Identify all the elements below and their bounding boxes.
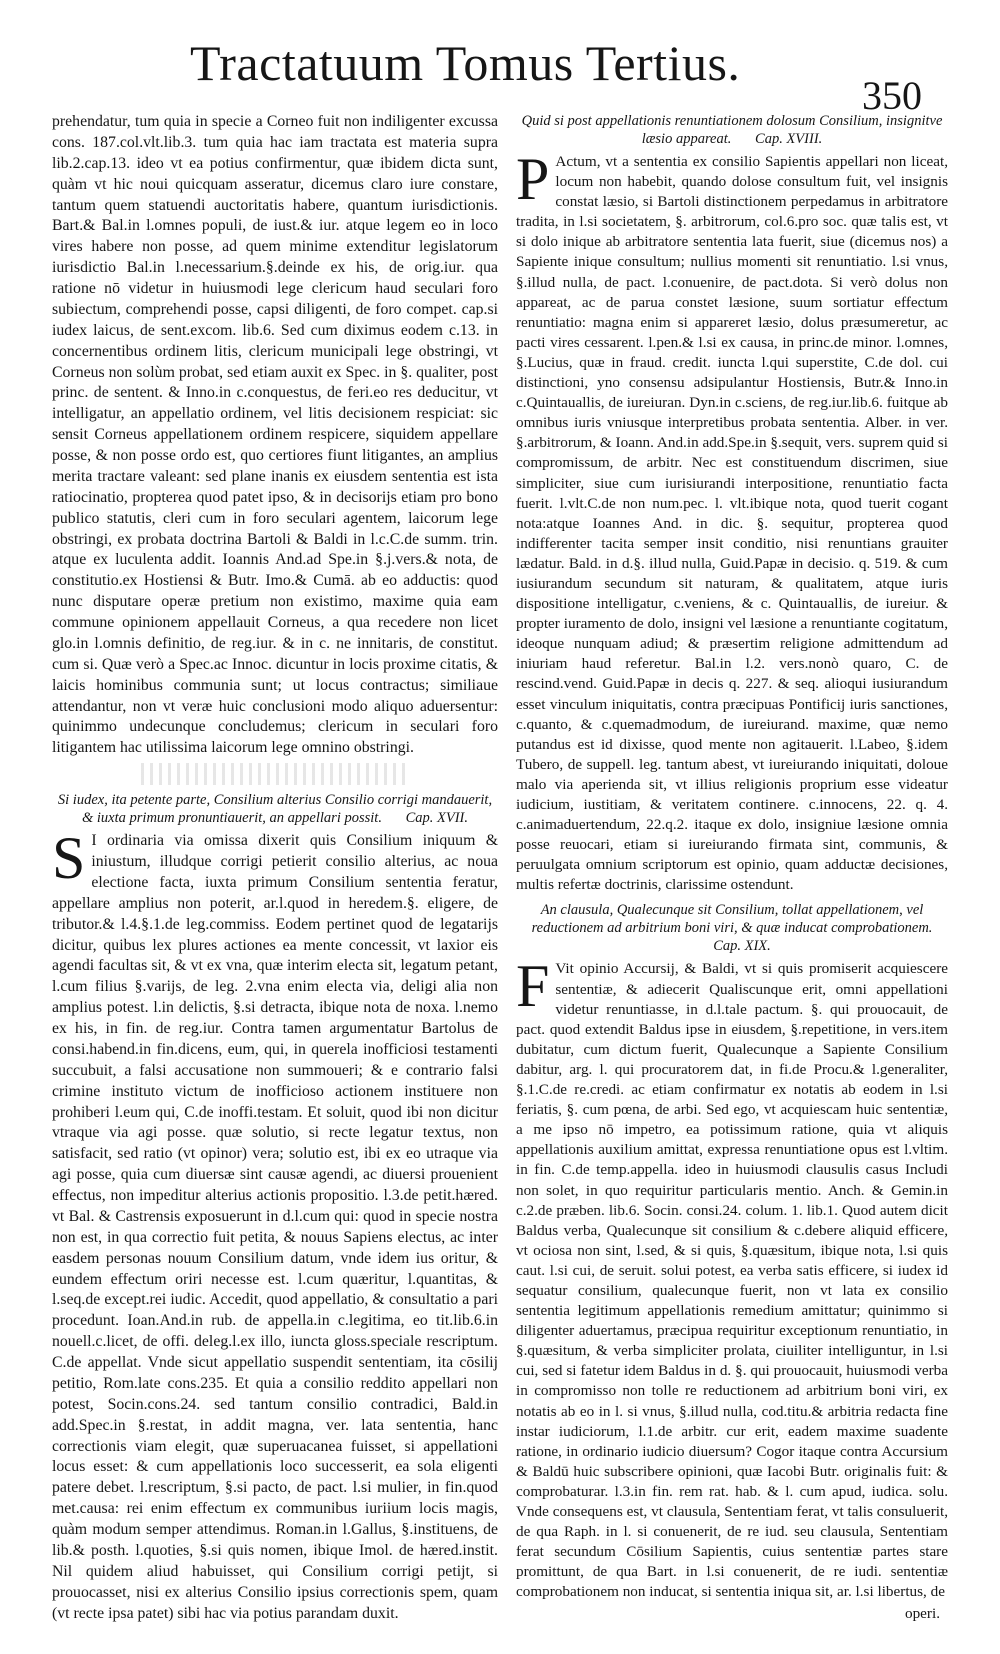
left-column bbox=[52, 112, 498, 1624]
chapter-19-label: Cap. XIX. bbox=[713, 938, 771, 955]
left-column-paragraph: prehendatur, tum quia in specie a Corneo fuit non indiligenter excussa cons. 187.col.vlt.lib.3. tum quia hac iam tractata est materia supra lib.2.cap.13. ideo vt ea potius confirmentur, quæ ibidem dicta sunt, quàm vt hic noui quicquam asseratur, dicemus claro iure constare, tantum quem statuendi auctoritatis habere, quantum iurisdictionis. Bart.& Bal.in l.omnes populi, de iust.& iur. atque legem eo in loco vires habere non posse, ad quem minime extenditur legislatorum iurisdictio Bal.in l.necessarium.§.deinde ex his, de orig.iur. qua ratione nō videtur in huiusmodi lege clericum haud seculari foro subiectum, comprehendi posse, capsi diligenti, de foro compet. cap.si iudex laicus, de sent.excom. lib.6. Sed cum diximus eodem c.13. in concernentibus ordinem litis, clericum municipali lege obstringi, vt Corneus non solùm probat, sed etiam auxit ex Spec. in §. qualiter, post princ. de sentent. & Inno.in c.conquestus, de feri.eo res deducitur, vt intelligatur, an appellatio ordinem, vel litis decisionem respiciat: sic sensit Corneus appellationem ordinem respicere, siquidem appellare posse, & non posse ordo est, quo certiores fiunt litigantes, an amplius merita tractare valeant: sed plane inanis ex eiusdem sententia est ista ratiocinatio, propterea quod patet ipso, & in decisorijs etiam pro bono publico statutis, cleri cum in foro seculari agentem, laicorum lege obstringi, ex probata doctrina Bartoli & Baldi in l.c.C.de summ. trin. atque ex luculenta addit. Ioannis And.ad Spe.in §.j.vers.& nota, de constitutio.ex Hostiensi & Butr. Imo.& Cumā. ab eo adductis: quod nunc disputare operæ pretium non existimo, maxime quia eam commune opinionem appellauit Corneus, a qua recedere non licet glo.in l.omnis definitio, de reg.iur. & in c. ne innitaris, de constitut. cum si. Quæ verò a Spec.ac Innoc. dicuntur in locis proxime citatis, & laicis hominibus communia sunt; ut locus contractus; similiaue attendantur, non vt veræ huic conclusioni modo aliquo aduersentur: quinimmo undecunque concludemus; clericum in seculari foro litigantem hac utilissima laicorum lege omnino obstringi. bbox=[52, 113, 498, 757]
chapter-19-heading-text: An clausula, Qualecunque sit Consilium, tollat appellationem, vel reductionem ad arbitrium boni viri, & quæ inducat comprobationem. bbox=[531, 902, 933, 937]
catchword: operi. bbox=[904, 1605, 940, 1623]
printing-smudge bbox=[141, 763, 409, 785]
chapter-19-text: Vit opinio Accursij, & Baldi, vt si quis promiserit acquiescere sententiæ, & adiecerit Qualiscunque erit, omni appellationi videtur renuntiasse, in d.l.tale pactum. §. qui prouocauit, de pact. quod extendit Baldus ipse in eiusdem, §.repetitione, in vers.item dubitatur, cum dictum fuerit, Qualecunque a Sapiente Consilium dabitur, arg. l. qui procuratorem dat, in fi.de Procu.& l.generaliter, §.1.C.de re.credi. ac etiam confirmatur ex notatis ab eodem in l.si feriatis, §. cum pœna, de arbi. Sed ego, vt acquiescam huic sententiæ, a me ipso nō impetro, ea potissimum ratione, quia vt aliquis appellationis auxilium amittat, expressa renuntiatione opus est l.vltim. in fin. C.de temp.appella. ideo in huiusmodi clausulis casus Includi non solet, in quo requiritur particularis mentio. Anch. & Gemin.in c.2.de præben. lib.6. Socin. consi.24. colum. 1. lib.1. Quod autem dicit Baldus verba, Qualecunque sit consilium & c.debere aliquid efficere, vt ociosa non sint, l.sed, & si quis, §.quæsitum, ibique nota, l.si quis caut. l.si cui, de seruit. solui potest, ea verba satis efficere, si iudex id sequatur consilium, qualecunque fuerit, non vt lata ex consilio sententia legitimum appellationis remedium amittatur; quinimmo si diligenter aduertamus, præcipua requiritur exceptionum renuntiatio, in §.quæsitum, & verba simpliciter prolata, ciuiliter intelliguntur, in l.si cui, sed si fatetur idem Baldus in d. §. qui prouocauit, huiusmodi verba in compromisso non tolle re reductionem ad arbitrium boni viri, ex notatis ab eo in l. si vnus, §.illud nulla, cod.titu.& arbitria redacta fine instar iudiciorum, l.1.de arbitr. cur erit, eadem maxime suadente ratione, in ordinario iudicio diuersum? Cogor itaque contra Accursium & Baldū huic subscribere opinioni, quæ Iacobi Butr. originalis fuit: & comprobaturar. l.3.in fin. rem rat. hab. & l. cum apud, iudica. solu. Vnde consequens est, vt clausula, Sententiam ferat, vt talis consuluerit, de qua Raph. in l. si conuenerit, de re iud. seu clausula, Sententiam ferat secundum Cōsilium Sapientis, cuius sententiæ partes stare promittunt, de qua Bart. in l.si conuenerit, de re iudi. sententiæ comprobationem non inducat, si sententia iniqua sit, ar. l.si libertus, de bbox=[516, 960, 948, 1601]
running-head-title: Tractatuum Tomus Tertius. bbox=[190, 35, 741, 91]
chapter-19-dropcap: F bbox=[516, 953, 550, 1020]
chapter-19-heading bbox=[516, 901, 948, 955]
chapter-18-label: Cap. XVIII. bbox=[755, 131, 823, 147]
right-column bbox=[516, 112, 948, 1625]
chapter-17-label: Cap. XVII. bbox=[405, 810, 468, 827]
chapter-18-heading bbox=[516, 112, 948, 148]
chapter-18-heading-text: Quid si post appellationis renuntiationem dolosum Consilium, insignitve læsio appareat. bbox=[521, 113, 943, 147]
chapter-19-body bbox=[516, 953, 948, 1602]
chapter-18-text: Actum, vt a sententia ex consilio Sapientis appellari non liceat, locum non habebit, quando dolose consultum fuit, vel insignis constat læsio, si Bartoli distinctionem perpedamus in arbitratore tradita, in l.si societatem, §. arbitrorum, col.6.pro soc. quæ talis est, vt si dolo inique ab arbitratore sententia lata fuerit, siue (dicemus nos) a Sapiente inique consultum; nullius momenti sit renuntiatio. l.si vnus, §.illud nulla, de pact. l.conuenire, de pact.dota. Si verò dolus non appareat, ac de parua constet læsione, suum sortiatur effectum renuntiatio: magna enim si appareret læsio, dolus præsumeretur, ac pacti vires cessarent. l.pen.& l.si ex causa, in princ.de minor. l.omnes, §.Lucius, quæ in fraud. credit. iuncta l.qui superstite, C.de dol. cui distinctioni, yno consensu adsipulantur Hostiensis, Butr.& Inno.in c.Quintauallis, de iureiuran. Dyn.in c.sciens, de reg.iur.lib.6. fuitque ab omnibus iuris vniusque interpretibus probata sententia. Alber. in ver. §.arbitrorum, & Ioann. And.in add.Spe.in §.sequit, vers. suprem quid si compromissum, de arbitr. Nec est constituendum discrimen, siue simpliciter, siue cum iurisiurandi interpositione, renuntiatio facta fuerit. l.vlt.C.de non num.pec. l. vlt.ibique nota, quod tuerit cogant nota:atque Ioannes And. in dic. §. sequitur, propterea quod indifferenter tacita semper insit conditio, nisi renuntians grauiter lædatur. Bald. in d.§. illud nulla, Guid.Papæ in decisio. q. 519. & cum iusiurandum secundum sit naturam, & qualitatem, atque iuris dispositione intelligatur, c.veniens, & c. Quintauallis, de iureiur. & propter iuramento de dolo, insigni vel læsione a renuntiante cogitatum, ideoque nunquam adiud; & præsertim religione admittendum ad iniuriam haud referetur. Bal.in l.2. vers.nonò quaro, C. de rescind.vend. Guid.Papæ in decis q. 227. & seq. alioqui iusiurandum esset vinculum iniquitatis, contra præcipuas Pontificij iuris sanctiones, c.quanto, & c.quemadmodum, de iureiurand. maxime, quæ nemo putandus est id dixisse, quod mente non agitauerit. l.Labeo, §.idem Tubero, de suppell. leg. tantum abest, vt iureiurando iniquitati, doloue malo via aperienda sit, vt illius religionis proprium esse videatur iudicium, iustitiam, & veritatem continere. c.innocens, 22. q. 4. c.animaduertendum, 22.q.2. itaque ex dolo, insigniue læsione omnia posse reuocari, etiam si iureiurando firmata sint, communis, & peruulgata omnium scriptorum est opinio, quam adductæ decisiones, multis refertæ doctrinis, clarissime ostendunt. bbox=[516, 153, 948, 894]
chapter-17-body bbox=[52, 825, 498, 1624]
chapter-18-body bbox=[516, 146, 948, 895]
chapter-17-dropcap: S bbox=[52, 825, 86, 892]
chapter-18-dropcap: P bbox=[516, 146, 550, 212]
chapter-17-heading bbox=[52, 791, 498, 827]
chapter-17-heading-text: Si iudex, ita petente parte, Consilium alterius Consilio corrigi mandauerit, & iuxta primum pronuntiauerit, an appellari possit. bbox=[57, 792, 493, 827]
page-number: 350 bbox=[862, 73, 922, 118]
chapter-17-text: I ordinaria via omissa dixerit quis Consilium iniquum & iniustum, illudque corrigi petierit consilio alterius, ac noua electione facta, iuxta primum Consilium sententia feratur, appellare amplius non poterit, ar.l.quod in heredem.§. eligere, de tributor.& l.4.§.1.de leg.commiss. Eodem pertinet quod de legatarijs dicitur, quibus lex plures actiones ea mente concessit, vt laxior eis agendi facultas sit, & vt ex vna, quæ interim electa sit, legatum petant, l.cum filius §.varijs, de leg. 2.vna enim electa via, deligi alia non amplius potest. l.in delictis, §.si detracta, ibique nota de noxa. l.nemo ex his, in fin. de reg.iur. Contra tamen argumentatur Bartolus de consi.habend.in fin.dicens, eum, qui, in querela inofficiosi testamenti succubuit, a falsi accusatione non summoueri; & e contrario falsi crimine instituto victum de inofficioso actionem instituere non prohiberi l.eum qui, C.de inoffi.testam. Et soluit, quod ibi non dicitur vtraque via agi posse. quæ solutio, si recte legatur textus, non satisfacit, sed ratio (vt opinor) vera; solutio est, ibi ex eo utraque via agi posse, quia cum diuersæ sint causæ agendi, ac diuersi prouenient effectus, non impeditur alterius actionis propositio. l.3.de petit.hæred. vt Bal. & Castrensis exposuerunt in d.l.cum qui: quod in specie nostra non est, in qua correctio fuit petita, & nouus Sapiens electus, ac inter easdem personas nouum Consilium datum, vnde idem ius oritur, & eundem effectum oriri necesse est. l.cum quæritur, l.quantitas, & l.seq.de except.rei iudic. Accedit, quod appellatio, & consultatio a pari procedunt. Ioan.And.in rub. de appella.in c.legitima, eo tit.lib.6.in nouell.c.licet, de offi. deleg.l.ex illo, iuncta gloss.speciale rescriptum. C.de appellat. Vnde sicut appellatio suspendit sententiam, ita cōsilij petitio, Rom.late cons.235. Et quia a consilio reddito appellari non potest, Socin.cons.24. sed tantum consilio contradici, Bald.in add.Spec.in §.restat, in addit magna, ver. lata sententia, hanc correctionis viam elegit, quæ superuacanea fuisset, si appellationi locus esset: & cum appellationis loco successerit, ea sola eligenti patere debet. l.rescriptum, §.si pacto, de pact. l.si mulier, in fin.quod met.causa: rei enim effectum ex communibus iuriium locis magis, quàm modum semper attendimus. Roman.in l.Gallus, §.instituens, de lib.& posth. l.quoties, §.si quis nomen, ibique Imol. de hæred.instit. Nil quidem aliud habuisset, qui Consilium corrigi petijt, si prouocasset, nisi ex alterius Consilio ipsius correctionis spem, quam (vt recte ipsa patet) sibi hac via potius parandam duxit. bbox=[52, 832, 498, 1622]
